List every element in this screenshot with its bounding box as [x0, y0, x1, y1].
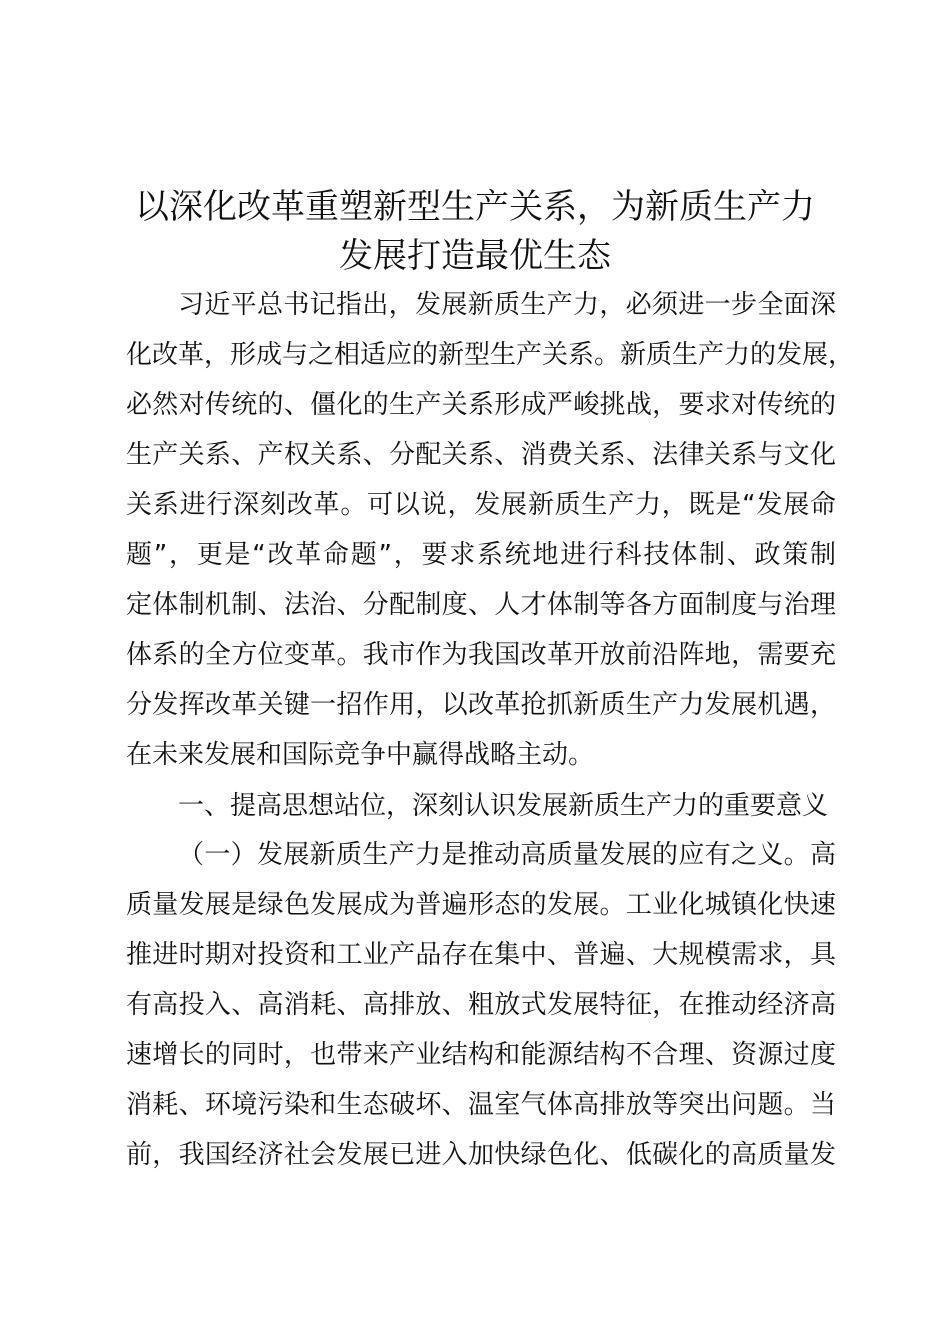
paragraph-line: 定体制机制、法治、分配制度、人才体制等各方面制度与治理 — [126, 590, 836, 620]
paragraph-line: （一）发展新质生产力是推动高质量发展的应有之义。高 — [178, 840, 836, 870]
paragraph-line: 习近平总书记指出，发展新质生产力，必须进一步全面深 — [178, 290, 836, 320]
paragraph-line: 题”，更是“改革命题”，要求系统地进行科技体制、政策制 — [126, 540, 836, 570]
paragraph-line: 关系进行深刻改革。可以说，发展新质生产力，既是“发展命 — [126, 490, 836, 520]
paragraph-line: 体系的全方位变革。我市作为我国改革开放前沿阵地，需要充 — [126, 640, 836, 670]
document-title-line-1: 以深化改革重塑新型生产关系，为新质生产力 — [135, 187, 815, 227]
paragraph-line: 有高投入、高消耗、高排放、粗放式发展特征，在推动经济高 — [126, 990, 836, 1020]
paragraph-line: 化改革，形成与之相适应的新型生产关系。新质生产力的发展， — [126, 340, 855, 370]
paragraph-line: 推进时期对投资和工业产品存在集中、普遍、大规模需求，具 — [126, 940, 836, 970]
paragraph-line: 前，我国经济社会发展已进入加快绿色化、低碳化的高质量发 — [126, 1140, 836, 1170]
section-heading: 一、提高思想站位，深刻认识发展新质生产力的重要意义 — [178, 791, 829, 821]
paragraph-line: 速增长的同时，也带来产业结构和能源结构不合理、资源过度 — [126, 1040, 836, 1070]
paragraph-line: 必然对传统的、僵化的生产关系形成严峻挑战，要求对传统的 — [126, 390, 836, 420]
document-title-line-2: 发展打造最优生态 — [339, 236, 611, 276]
paragraph-line: 生产关系、产权关系、分配关系、消费关系、法律关系与文化 — [126, 440, 836, 470]
paragraph-line: 分发挥改革关键一招作用，以改革抢抓新质生产力发展机遇， — [126, 690, 836, 720]
paragraph-line: 在未来发展和国际竞争中赢得战略主动。 — [126, 740, 595, 770]
paragraph-line: 消耗、环境污染和生态破坏、温室气体高排放等突出问题。当 — [126, 1090, 836, 1120]
paragraph-line: 质量发展是绿色发展成为普遍形态的发展。工业化城镇化快速 — [126, 890, 836, 920]
